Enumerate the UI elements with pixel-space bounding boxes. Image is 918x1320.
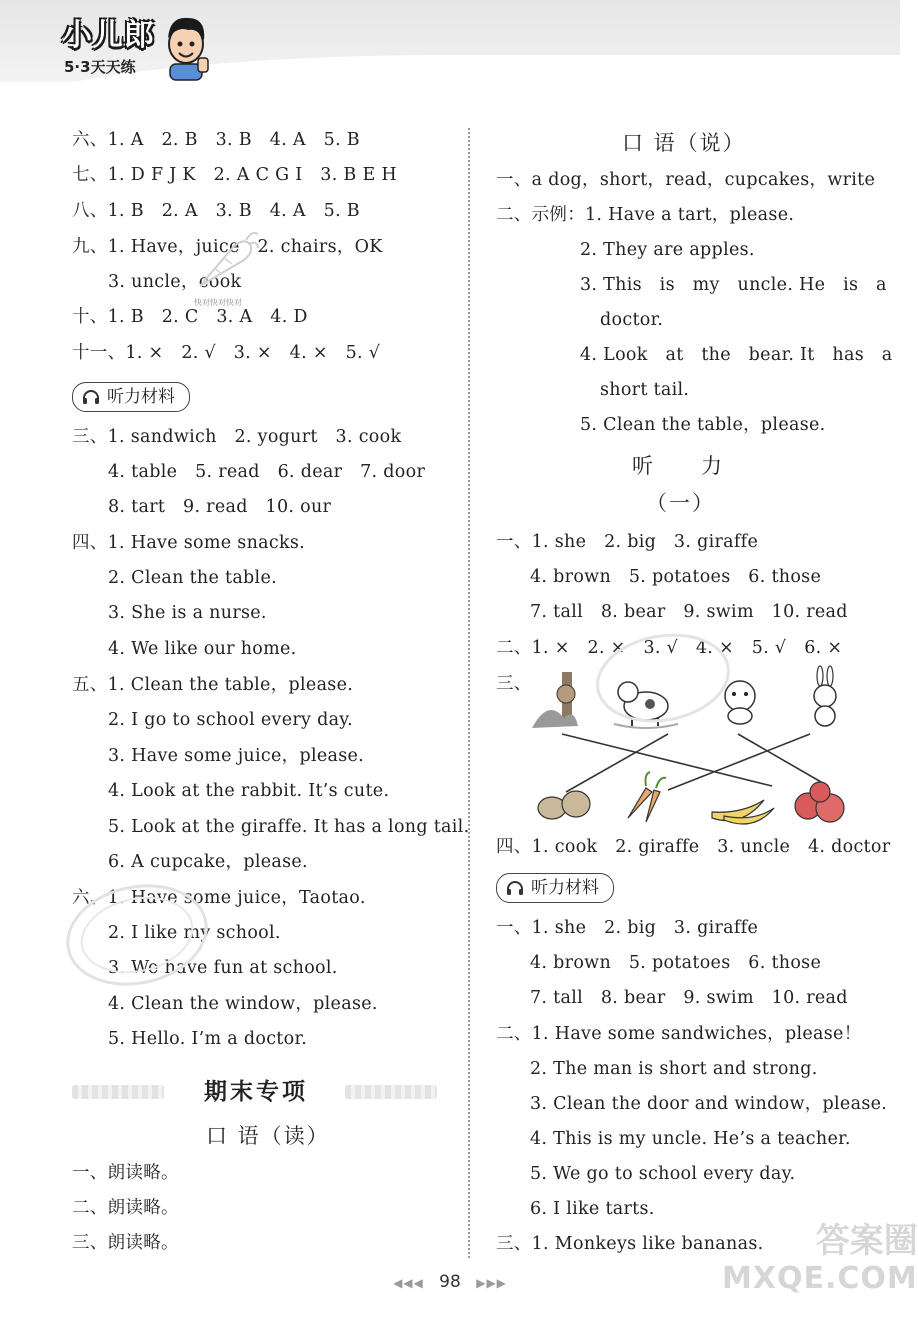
oral-speak-line: 二、示例：1. Have a tart，please. [496,205,795,225]
listening-line: 8. tart 9. read 10. our [108,497,332,517]
rabbit-icon [814,666,836,726]
brand-logo: 小儿郎 [62,18,155,53]
listening-line: 三、1. sandwich 2. yogurt 3. cook [72,427,402,447]
decorative-strip [345,1085,437,1099]
listening-material-label [72,382,190,412]
pill-text: 听力材料 [531,878,599,898]
listening-line: 2. I like my school. [108,923,281,943]
series-name: 5·3天天练 [64,58,136,76]
listening-line: 4. Clean the window，please. [108,994,378,1014]
answer-line: 二、1. × 2. × 3. √ 4. × 5. √ 6. × [496,638,843,658]
listening-material-label [496,873,614,903]
oral-speak-line: doctor. [600,310,664,330]
stamp-text: 快对快对快对 [194,298,242,307]
answer-line: 六、1. A 2. B 3. B 4. A 5. B [72,130,360,150]
answer-line: 十一、1. × 2. √ 3. × 4. × 5. √ [72,343,381,363]
watermark-line1: 答案圈 [815,1221,918,1261]
oral-read-line: 一、朗读略。 [72,1163,179,1183]
prev-arrows: ◀◀◀ [393,1276,424,1290]
part-one-title: （一） [646,491,715,515]
listening-line: 4. This is my uncle. He’s a teacher. [530,1129,851,1149]
listening-line: 一、1. she 2. big 3. giraffe [496,918,759,938]
listening-line: 6. A cupcake，please. [108,852,308,872]
oral-speak-title: 口 语（说） [622,131,746,155]
headphones-icon [506,880,524,896]
mascot-boy-icon [158,10,214,82]
column-divider [468,128,470,1258]
listening-line: 三、1. Monkeys like bananas. [496,1234,764,1254]
oral-speak-line: 一、a dog，short，read，cupcakes，write [496,170,876,190]
answer-line: 十、1. B 2. C 3. A 4. D [72,307,308,327]
quick-check-stamp-icon [62,880,212,990]
listening-line: 2. I go to school every day. [108,710,354,730]
listening-line: 二、1. Have some sandwiches，please！ [496,1024,862,1044]
listening-line: 5. We go to school every day. [530,1164,796,1184]
answer-line: 七、1. D F J K 2. A C G I 3. B E H [72,165,397,185]
answer-line: 4. brown 5. potatoes 6. those [530,567,822,587]
quick-check-stamp-icon [588,628,738,728]
answer-line: 九、1. Have，juice 2. chairs，OK [72,237,383,257]
listening-line: 3. Clean the door and window，please. [530,1094,888,1114]
carrots-icon [628,772,666,822]
oral-speak-line: 2. They are apples. [580,240,755,260]
listening-line: 3. We have fun at school. [108,958,338,978]
listening-line: 5. Look at the giraffe. It has a long tail. [108,817,470,837]
listening-line: 3. She is a nurse. [108,603,267,623]
next-arrows: ▶▶▶ [476,1276,507,1290]
listening-line: 5. Hello. I’m a doctor. [108,1029,308,1049]
carrot-stamp-icon [188,228,260,298]
listening-title: 听 力 [632,454,724,478]
listening-line: 五、1. Clean the table，please. [72,675,354,695]
oral-read-title: 口 语（读） [206,1124,330,1148]
headphones-icon [82,389,100,405]
decorative-strip [72,1085,164,1099]
pill-text: 听力材料 [107,387,175,407]
listening-line: 4. brown 5. potatoes 6. those [530,953,822,973]
answer-line: 三、 [496,674,532,694]
listening-line: 4. Look at the rabbit. It’s cute. [108,781,390,801]
bananas-icon [712,800,774,824]
answer-line: 3. uncle，cook [108,272,242,292]
potatoes-icon [538,791,590,819]
page-number: 98 [439,1272,461,1292]
listening-line: 7. tall 8. bear 9. swim 10. read [530,988,848,1008]
oral-read-line: 三、朗读略。 [72,1233,179,1253]
listening-line: 四、1. Have some snacks. [72,533,306,553]
listening-line: 4. We like our home. [108,639,297,659]
listening-line: 2. The man is short and strong. [530,1059,818,1079]
answer-line: 7. tall 8. bear 9. swim 10. read [530,602,848,622]
oral-speak-line: 4. Look at the bear. It has a [580,345,893,365]
listening-line: 六、1. Have some juice，Taotao. [72,888,366,908]
answer-line: 一、1. she 2. big 3. giraffe [496,532,759,552]
watermark-line2: MXQE.COM [722,1261,918,1296]
answer-line: 四、1. cook 2. giraffe 3. uncle 4. doctor [496,837,891,857]
oral-speak-line: 3. This is my uncle. He is a [580,275,887,295]
site-watermark [722,1222,918,1298]
final-section-title: 期末专项 [204,1079,308,1105]
monkey-on-tree-icon [532,672,578,728]
listening-line: 4. table 5. read 6. dear 7. door [108,462,426,482]
answer-line: 八、1. B 2. A 3. B 4. A 5. B [72,201,360,221]
apples-icon [795,782,844,822]
oral-speak-line: short tail. [600,380,690,400]
oral-speak-line: 5. Clean the table，please. [580,415,826,435]
listening-line: 6. I like tarts. [530,1199,655,1219]
oral-read-line: 二、朗读略。 [72,1198,179,1218]
listening-line: 3. Have some juice，please. [108,746,365,766]
listening-line: 2. Clean the table. [108,568,277,588]
